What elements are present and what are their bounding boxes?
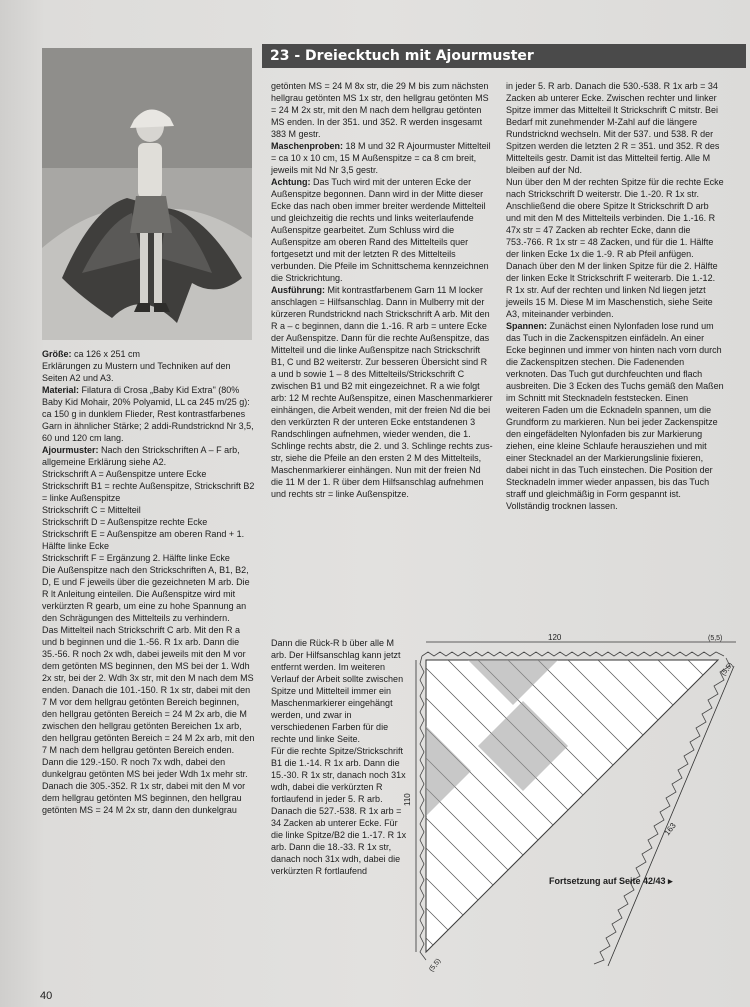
column-middle: [271, 80, 493, 500]
page-title: 23 - Dreiecktuch mit Ajourmuster: [270, 48, 534, 64]
column-middle-lower: [271, 637, 411, 877]
dim-diagonal-label: 163: [662, 821, 678, 838]
material-label: Material:: [42, 385, 80, 395]
column-left: [42, 348, 256, 816]
attention-label: Achtung:: [271, 177, 311, 187]
dim-top-label: 120: [548, 633, 562, 642]
blocking-text: Zunächst einen Nylonfaden lose rund um das Tuch in die Zackenspitzen einfädeln. An einer Ecke beginnen und immer von hinten nach vorn durch die Zackenspitzen stechen. Die Fadenenden verknoten. Das Tuch gut durchfeuchten und flach ausbreiten. Die 3 Ecken des Tuchs gemäß den Maßen im Schnitt mit Stecknadeln feststecken. Einen weiteren Faden um die Ecknadeln spannen, um die Grundform zu markieren. Nun bei jeder Zackenspitze den eingefädelten Nylonfaden bis zur Markierung ziehen, eine kleine Schlaufe herausziehen und mit einer Stecknadel an der Markierungslinie fixieren, dabei nicht in das Tuch einstechen. Die Position der Stecknadeln immer wieder anpassen, bis das Tuch straff und gleichmäßig in Form gespannt ist. Vollständig trocknen lassen.: [506, 321, 724, 511]
dim-corner-top-label: (5,5): [708, 635, 723, 642]
shawl-photo-figure: [42, 48, 252, 340]
dim-side-label: 110: [403, 793, 412, 806]
execution-paragraph: [271, 284, 493, 500]
edging-paragraph: Die Außenspitze nach den Strickschriften A, B1, B2, D, E und F jeweils über die gezeichneten M arb. Die R lt Anleitung einteilen. Die Außenspitze wird mit verkürzten R gearb, um eine zu hohe Spannung an den Schrägungen des Mittelteils zu verhindern.: [42, 565, 250, 623]
side-scallop-edge: [420, 656, 426, 960]
size-text: ca 126 x 251 cm: [71, 349, 141, 359]
page-number: 40: [40, 990, 53, 1002]
chart-e-line: Strickschrift E = Außenspitze am oberen Rand + 1. Hälfte linke Ecke: [42, 529, 245, 551]
ajour-text: Nach den Strickschriften A – F arb, allgemeine Erklärung siehe A2.: [42, 445, 240, 467]
chart-f-line: Strickschrift F = Ergänzung 2. Hälfte linke Ecke: [42, 553, 230, 563]
spikes-paragraph: Für die rechte Spitze/Strickschrift B1 die 1.-14. R 1x arb. Dann die 15.-30. R 1x str, danach noch 31x wdh, dabei die verkürzten R fortlaufend in jeder 5. R arb. Danach die 527.-538. R 1x arb = 34 Zacken ab unterer Ecke. Für die linke Spitze/B2 die 1.-17. R 1x arb. Dann die 18.-33. R 1x str, danach noch 31x wdh, dabei die verkürzten R fortlaufend: [271, 746, 407, 876]
chart-d-line: Strickschrift D = Außenspitze rechte Ecke: [42, 517, 208, 527]
gauge-paragraph: [271, 140, 493, 176]
top-scallop-edge: [422, 652, 724, 656]
execution-text: Mit kontrastfarbenem Garn 11 M locker anschlagen = Hilfsanschlag. Dann in Mulberry mit der kürzeren Rundstricknd nach Strickschrift A arb. Mit den R a – c beginnen, dann die 1.-16. R arb = untere Ecke der Außenspitze. Dann für die rechte Außenspitze, das Mittelteil und die linke Außenspitze nach Strickschrift B1, C und B2 weiterstr. Zur besseren Übersicht sind R a und b sowie 1 – 8 des Mittelteils/Strickschrift C zwischen B1 und B2 mit eingezeichnet. R a wie folgt arb: 12 M rechte Außenspitze, einen Maschenmarkierer einhängen, die Arbeit wenden, mit der freien Nd die bei den verkürzten R der unteren Ecke entstandenen 3 Randschlingen aufnehmen, wieder wenden, die 1. Schlinge rechts abstr, die 2. und 3. Schlinge rechts zus-str, siehe die Pfeile an den ersten 2 M des Mittelteils, Maschenmarkierer einhängen. Nun mit der freien Nd die 11 M der 1. R über dem Hilfsanschlag aufnehmen und rechts str = linke Außenspitze.: [271, 285, 493, 499]
material-text: Filatura di Crosa „Baby Kid Extra" (80% Baby Kid Mohair, 20% Polyamid, LL ca 245 m/25 g): ca 150 g in dunklem Flieder, Rest kontrastfarbenes Garn in ähnlicher Stärke; 2 addi-Rundstricknd Nr 3,5, 60 und 120 cm lang.: [42, 385, 254, 443]
corner-paragraph: Nun über den M der rechten Spitze für die rechte Ecke nach Strickschrift D weiterstr. Die 1.-20. R 1x str. Anschließend die obere Spitze lt Strickschrift D arb und mit den M des Mittelteils verbinden. Die 1.-16. R 47x str = 47 Zacken ab rechter Ecke, dann die 753.-766. R 1x str = 48 Zacken, und für die 1. Hälfte der linken Ecke 1x die 1.-9. R ab Pfeil anfügen. Danach über den M der linken Spitze für die 2. Hälfte der linken Ecke lt Strickschrift F weiterarb. Die 1.-12. R 1x str. Auf der rechten und linken Nd liegen jetzt jeweils 15 M. Diese M im Maschenstich, siehe Seite A3, miteinander verbinden.: [506, 177, 724, 319]
center-continued: getönten MS = 24 M 8x str, die 29 M bis zum nächsten hellgrau getönten MS 1x str, den hellgrau getönten MS = 24 M 2x str, mit den M nach dem hellgrau getönten MS enden. In der 351. und 352. R werden insgesamt 383 M gestr.: [271, 81, 489, 139]
material-paragraph: [42, 384, 256, 444]
blocking-paragraph: [506, 320, 724, 512]
ajour-label: Ajourmuster:: [42, 445, 99, 455]
shawl-photo: [42, 48, 252, 340]
chart-a-line: Strickschrift A = Außenspitze untere Ecke: [42, 469, 207, 479]
center-paragraph: Das Mittelteil nach Strickschrift C arb. Mit den R a und b beginnen und die 1.-56. R 1x arb. Dann die 35.-56. R noch 2x wdh, dabei jeweils mit den M vor dem getönten MS beginnen, den MS bei der 1. Wdh 2x str, bei der 2. Wdh 3x str, mit den M nach dem MS enden. Danach die 101.-150. R 1x str, dabei mit den 7 M vor dem hellgrau getönten Bereich beginnen, den hellgrau getönten Bereich = 24 M 2x arb, die M zwischen den hellgrau getönten Bereichen 1x arb, den hellgrau getönten Bereich = 24 M 2x arb, mit den 7 M nach dem hellgrau getönten Bereich enden. Dann die 129.-150. R noch 7x wdh, dabei den dunkelgrau getönten MS bei jeder Wdh 1x mehr str. Danach die 305.-352. R 1x str, dabei mit den M vor dem hellgrau getönten MS beginnen, den hellgrau getönten MS = 24 M 2x str, dann den dunkelgrau: [42, 625, 255, 815]
blocking-label: Spannen:: [506, 321, 548, 331]
column-right: [506, 80, 724, 512]
dim-corner-right-label: (5,5): [720, 661, 735, 678]
size-label: Größe:: [42, 349, 72, 359]
ajour-paragraph: [42, 444, 256, 468]
gauge-text: 18 M und 32 R Ajourmuster Mittelteil = ca 10 x 10 cm, 15 M Außenspitze = ca 8 cm breit, jeweils mit Nd Nr 3,5 gestr.: [271, 141, 491, 175]
techniques-note: Erklärungen zu Mustern und Techniken auf den Seiten A2 und A3.: [42, 361, 231, 383]
chart-c-line: Strickschrift C = Mittelteil: [42, 505, 141, 515]
attention-paragraph: [271, 176, 493, 284]
attention-text: Das Tuch wird mit der unteren Ecke der Außenspitze begonnen. Dann wird in der Mitte dieser Ecke das nach oben immer breiter werdende Mittelteil und gleichzeitig die rechts und links weiterlaufende Außenspitze gearbeitet. Zum Schluss wird die Außenspitze am oberen Rand des Mittelteils quer fortgesetzt und mit der letzten R des Mittelteils verbunden. Die Pfeile im Schnittschema kennzeichnen die Strickrichtung.: [271, 177, 489, 283]
chart-b-line: Strickschrift B1 = rechte Außenspitze, Strickschrift B2 = linke Außenspitze: [42, 481, 255, 503]
gauge-label: Maschenproben:: [271, 141, 344, 151]
size-line: [42, 348, 256, 360]
execution-label: Ausführung:: [271, 285, 325, 295]
edging-continued: in jeder 5. R arb. Danach die 530.-538. R 1x arb = 34 Zacken ab unterer Ecke. Zwischen rechter und linker Spitze immer das Mittelteil lt Strickschrift C mitstr. Bei Bedarf mit zunehmender M-Zahl auf die längere Rundstricknd wechseln. Mit der 537. und 538. R der Spitzen werden die letzten 2 R = 351. und 352. R des Mittelteils gestr. Damit ist das Mittelteil fertig. Alle M bleiben auf der Nd.: [506, 81, 720, 175]
dim-corner-bottom-label: (5,5): [428, 957, 443, 974]
continued-note: Fortsetzung auf Seite 42/43 ▸: [549, 876, 673, 886]
shawl-schematic: [403, 633, 746, 976]
back-row-paragraph: Dann die Rück-R b über alle M arb. Der Hilfsanschlag kann jetzt entfernt werden. Im weiteren Verlauf der Arbeit sollte zwischen Spitze und Mittelteil immer ein Maschenmarkierer eingehängt werden, und zwar in verschiedenen Farben für die rechte und linke Seite.: [271, 638, 404, 744]
